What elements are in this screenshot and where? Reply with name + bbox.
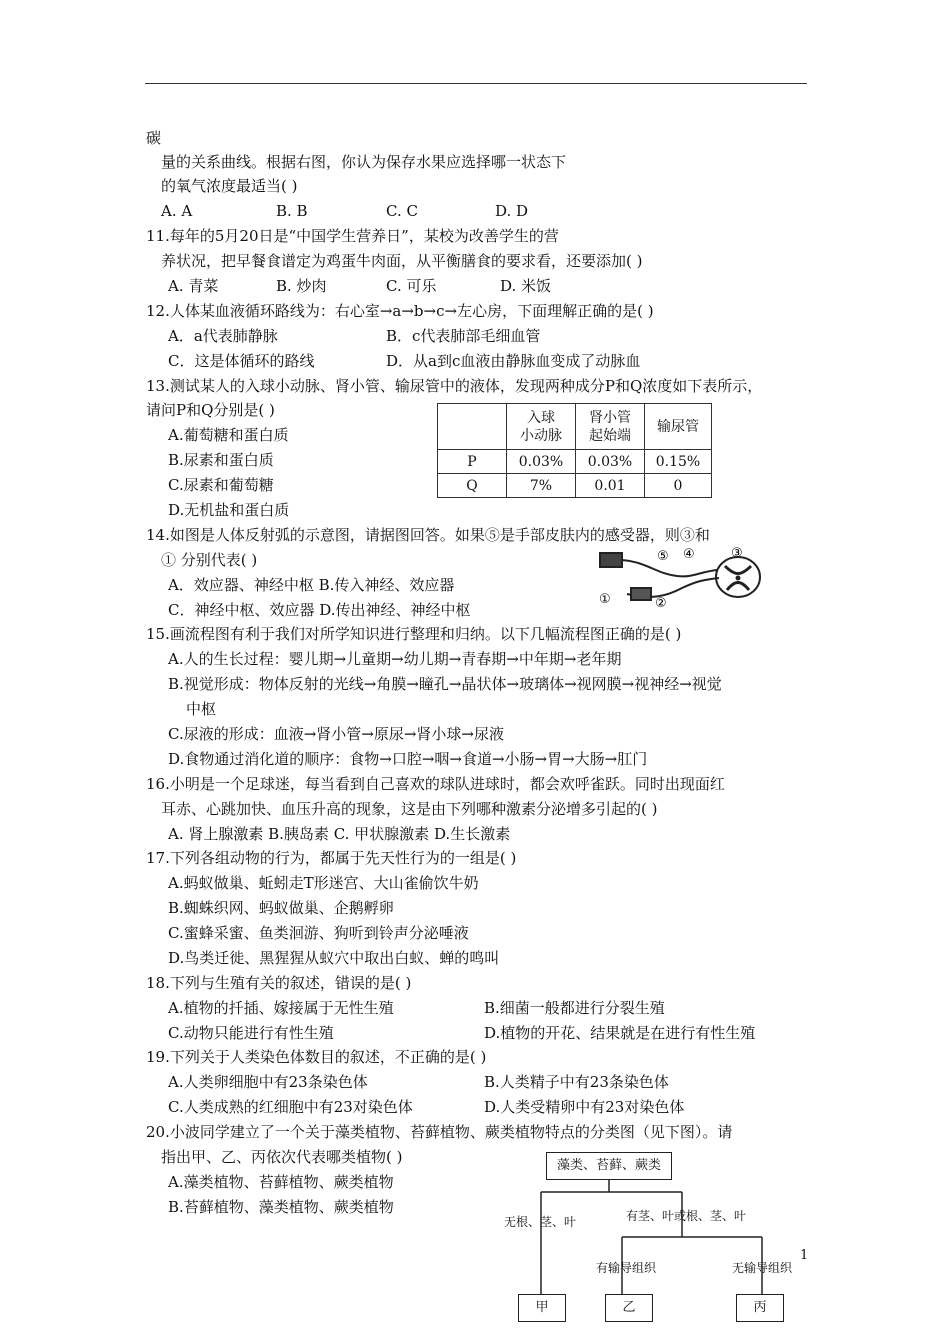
label-4: ④: [683, 547, 695, 562]
q15-option-d: D.食物通过消化道的顺序：食物→口腔→咽→食道→小肠→胃→大肠→肛门: [168, 750, 648, 768]
q13-option-a: A.葡萄糖和蛋白质: [168, 426, 289, 444]
q10-option-d: D. D: [495, 202, 529, 220]
q16-stem-1: 16.小明是一个足球迷，每当看到自己喜欢的球队进球时，都会欢呼雀跃。同时出现面红: [146, 775, 725, 793]
concentration-table: [437, 403, 712, 498]
q11-option-b: B. 炒肉: [276, 277, 327, 295]
q13-option-c: C.尿素和葡萄糖: [168, 476, 274, 494]
q18-option-d: D.植物的开花、结果就是在进行有性生殖: [484, 1024, 756, 1042]
q18-option-c: C.动物只能进行有性生殖: [168, 1024, 334, 1042]
q13-stem-1: 13.测试某人的入球小动脉、肾小管、输尿管中的液体，发现两种成分P和Q浓度如下表所示，: [146, 377, 763, 395]
q12-option-a: A．a代表肺静脉: [168, 327, 278, 345]
table-corner: [438, 404, 507, 450]
q15-stem: 15.画流程图有利于我们对所学知识进行整理和归纳。以下几幅流程图正确的是( ): [146, 625, 682, 643]
q12-option-b: B．c代表肺部毛细血管: [386, 327, 541, 345]
q17-option-b: B.蜘蛛织网、蚂蚁做巢、企鹅孵卵: [168, 899, 394, 917]
q11-option-d: D. 米饭: [500, 277, 552, 295]
q10-option-a: A. A: [161, 202, 193, 220]
table-row: [438, 450, 712, 474]
q11-option-a: A. 青菜: [168, 277, 219, 295]
table-row-label: P: [438, 450, 507, 474]
effector-block: [631, 588, 651, 600]
tree-leaf-yi: 乙: [605, 1294, 653, 1322]
q15-option-a: A.人的生长过程：婴儿期→儿童期→幼儿期→青春期→中年期→老年期: [168, 650, 622, 668]
q18-option-a: A.植物的扦插、嫁接属于无性生殖: [168, 999, 394, 1017]
table-cell: 7%: [507, 474, 576, 498]
table-cell: 0.03%: [507, 450, 576, 474]
table-row: [438, 474, 712, 498]
q11-stem-2: 养状况，把早餐食谱定为鸡蛋牛肉面，从平衡膳食的要求看，还要添加( ): [161, 252, 643, 270]
table-cell: 0.03%: [576, 450, 645, 474]
label-1: ①: [599, 592, 611, 607]
q14-options-ab: A．效应器、神经中枢 B.传入神经、效应器: [168, 576, 455, 594]
q15-option-b-2: 中枢: [186, 700, 217, 718]
reflex-arc-diagram: [597, 544, 772, 618]
label-5: ⑤: [657, 549, 669, 564]
tree-leaf-bing: 丙: [736, 1294, 784, 1322]
q14-stem-1: 14.如图是人体反射弧的示意图，请据图回答。如果⑤是手部皮肤内的感受器，则③和: [146, 526, 710, 544]
label-3: ③: [731, 546, 743, 561]
q20-option-b: B.苔藓植物、藻类植物、蕨类植物: [168, 1198, 394, 1216]
tree-branch-right-label: 有茎、叶或根、茎、叶: [626, 1209, 747, 1223]
q14-stem-2: ① 分别代表( ): [161, 551, 258, 569]
label-2: ②: [655, 596, 667, 611]
table-header: 肾小管 起始端: [576, 404, 645, 450]
q10-option-b: B. B: [276, 202, 308, 220]
q12-option-d: D．从a到c血液由静脉血变成了动脉血: [386, 352, 641, 370]
tree-root-box: 藻类、苔藓、蕨类: [546, 1152, 672, 1180]
q16-options: A. 肾上腺激素 B.胰岛素 C. 甲状腺激素 D.生长激素: [168, 825, 511, 843]
afferent-nerve: [622, 560, 717, 576]
q17-option-d: D.鸟类迁徙、黑猩猩从蚁穴中取出白蚁、蝉的鸣叫: [168, 949, 500, 967]
table-cell: 0.15%: [645, 450, 712, 474]
q15-option-b-1: B.视觉形成：物体反射的光线→角膜→瞳孔→晶状体→玻璃体→视网膜→视神经→视觉: [168, 675, 722, 693]
q16-stem-2: 耳赤、心跳加快、血压升高的现象，这是由下列哪种激素分泌增多引起的( ): [161, 800, 658, 818]
table-row-label: Q: [438, 474, 507, 498]
q19-option-a: A.人类卵细胞中有23条染色体: [168, 1073, 368, 1091]
q19-option-c: C.人类成熟的红细胞中有23对染色体: [168, 1098, 413, 1116]
q10-option-c: C. C: [386, 202, 418, 220]
line-2: 量的关系曲线。根据右图，你认为保存水果应选择哪一状态下: [161, 153, 567, 171]
line-3: 的氧气浓度最适当( ): [161, 177, 298, 195]
tree-subbranch-right-label: 无输导组织: [732, 1261, 793, 1275]
page-number: 1: [800, 1248, 809, 1263]
q19-stem: 19.下列关于人类染色体数目的叙述，不正确的是( ): [146, 1048, 487, 1066]
tree-leaf-jia: 甲: [518, 1294, 566, 1322]
q13-stem-2: 请问P和Q分别是( ): [146, 401, 275, 419]
table-cell: 0: [645, 474, 712, 498]
q20-stem-1: 20.小波同学建立了一个关于藻类植物、苔藓植物、蕨类植物特点的分类图（见下图）。请: [146, 1123, 733, 1141]
table-header: 输尿管: [645, 404, 712, 450]
q19-option-b: B.人类精子中有23条染色体: [484, 1073, 669, 1091]
q18-stem: 18.下列与生殖有关的叙述，错误的是( ): [146, 974, 412, 992]
q17-option-c: C.蜜蜂采蜜、鱼类洄游、狗听到铃声分泌唾液: [168, 924, 469, 942]
q18-option-b: B.细菌一般都进行分裂生殖: [484, 999, 665, 1017]
q20-stem-2: 指出甲、乙、丙依次代表哪类植物( ): [161, 1148, 403, 1166]
line-1: 碳: [146, 129, 162, 147]
q19-option-d: D.人类受精卵中有23对染色体: [484, 1098, 685, 1116]
q17-option-a: A.蚂蚁做巢、蚯蚓走T形迷宫、大山雀偷饮牛奶: [168, 874, 479, 892]
q13-option-d: D.无机盐和蛋白质: [168, 501, 290, 519]
q11-stem-1: 11.每年的5月20日是“中国学生营养日”，某校为改善学生的营: [146, 227, 559, 245]
q20-option-a: A.藻类植物、苔藓植物、蕨类植物: [168, 1173, 394, 1191]
q14-options-cd: C．神经中枢、效应器 D.传出神经、神经中枢: [168, 601, 471, 619]
tree-subbranch-left-label: 有输导组织: [596, 1261, 657, 1275]
q15-option-c: C.尿液的形成：血液→肾小管→原尿→肾小球→尿液: [168, 725, 504, 743]
q17-stem: 17.下列各组动物的行为，都属于先天性行为的一组是( ): [146, 849, 517, 867]
q11-option-c: C. 可乐: [386, 277, 437, 295]
q12-stem: 12.人体某血液循环路线为：右心室→a→b→c→左心房，下面理解正确的是( ): [146, 302, 654, 320]
header-rule: [145, 83, 807, 84]
tree-branch-left-label: 无根、茎、叶: [504, 1215, 577, 1229]
receptor-block: [600, 553, 622, 567]
q13-option-b: B.尿素和蛋白质: [168, 451, 274, 469]
q12-option-c: C．这是体循环的路线: [168, 352, 315, 370]
table-cell: 0.01: [576, 474, 645, 498]
table-header: 入球 小动脉: [507, 404, 576, 450]
spinal-cord-shape: [716, 557, 760, 597]
